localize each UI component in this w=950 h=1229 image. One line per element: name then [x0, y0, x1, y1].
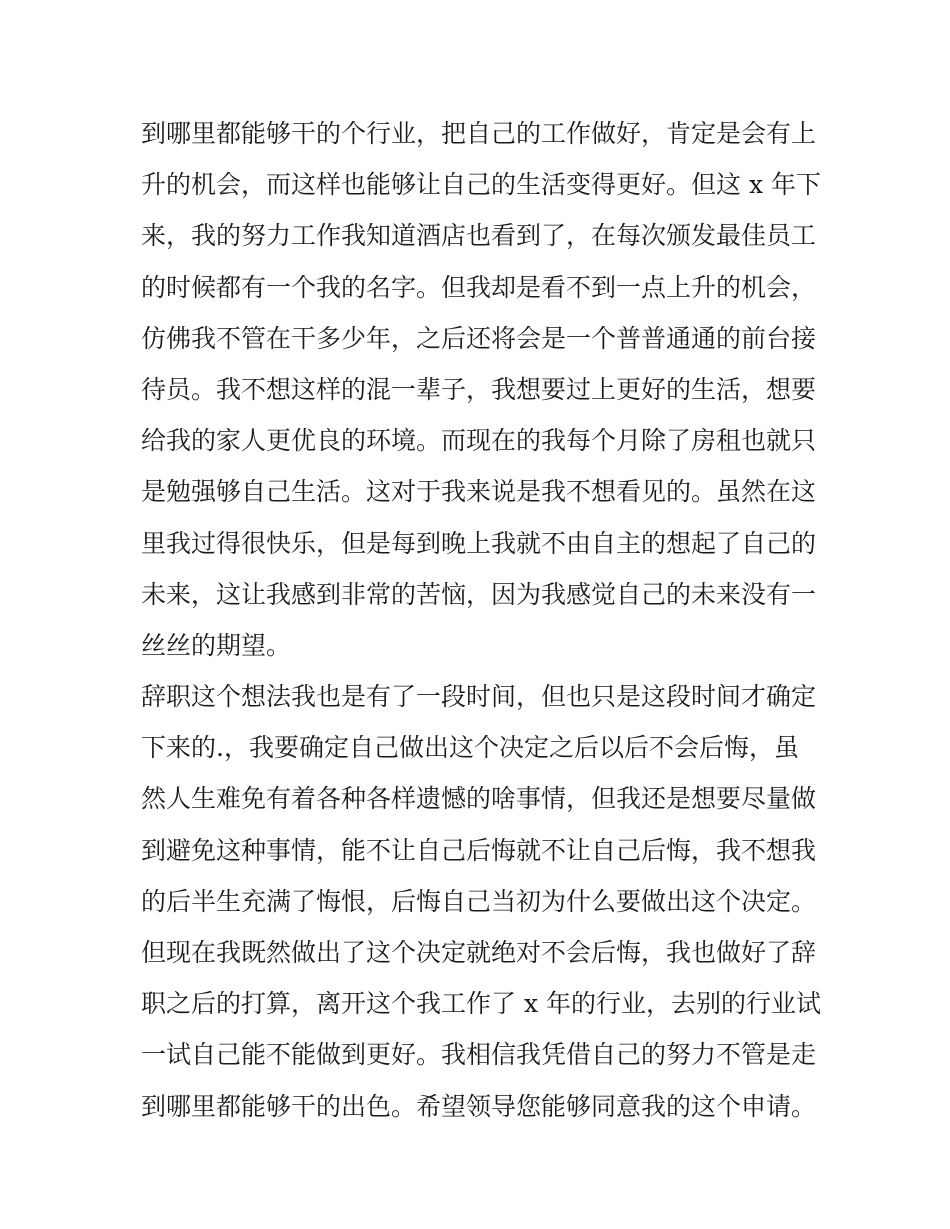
- text-line: 的后半生充满了悔恨，后悔自己当初为什么要做出这个决定。: [141, 886, 817, 916]
- text-line: 职之后的打算，离开这个我工作了 x 年的行业，去别的行业试: [141, 989, 821, 1019]
- text-line: 到哪里都能够干的出色。希望领导您能够同意我的这个申请。: [141, 1091, 817, 1121]
- text-line: 的时候都有一个我的名字。但我却是看不到一点上升的机会，: [141, 272, 817, 302]
- document-body-text: [141, 108, 821, 1132]
- text-line: 但现在我既然做出了这个决定就绝对不会后悔，我也做好了辞: [141, 938, 817, 967]
- text-line: 里我过得很快乐，但是每到晚上我就不由自主的想起了自己的: [141, 528, 817, 558]
- text-line: 到哪里都能够干的个行业，把自己的工作做好，肯定是会有上: [141, 119, 817, 148]
- text-line: 待员。我不想这样的混一辈子，我想要过上更好的生活，想要: [141, 374, 817, 404]
- text-line: 辞职这个想法我也是有了一段时间，但也只是这段时间才确定: [141, 682, 817, 712]
- text-line: 然人生难免有着各种各样遗憾的啥事情，但我还是想要尽量做: [141, 784, 817, 814]
- text-line: 下来的.，我要确定自己做出这个决定之后以后不会后悔，虽: [141, 733, 799, 763]
- text-line: 仿佛我不管在干多少年，之后还将会是一个普普通通的前台接: [141, 323, 817, 353]
- text-line: 给我的家人更优良的环境。而现在的我每个月除了房租也就只: [141, 426, 817, 456]
- text-line: 升的机会，而这样也能够让自己的生活变得更好。但这 x 年下: [141, 170, 821, 200]
- text-line: 是勉强够自己生活。这对于我来说是我不想看见的。虽然在这: [141, 477, 817, 507]
- text-line: 到避免这种事情，能不让自己后悔就不让自己后悔，我不想我: [141, 835, 817, 865]
- text-line: 未来，这让我感到非常的苦恼，因为我感觉自己的未来没有一: [141, 579, 817, 609]
- text-line: 一试自己能不能做到更好。我相信我凭借自己的努力不管是走: [141, 1040, 817, 1070]
- text-line: 丝丝的期望。: [141, 630, 292, 660]
- text-line: 来，我的努力工作我知道酒店也看到了，在每次颁发最佳员工: [141, 221, 817, 251]
